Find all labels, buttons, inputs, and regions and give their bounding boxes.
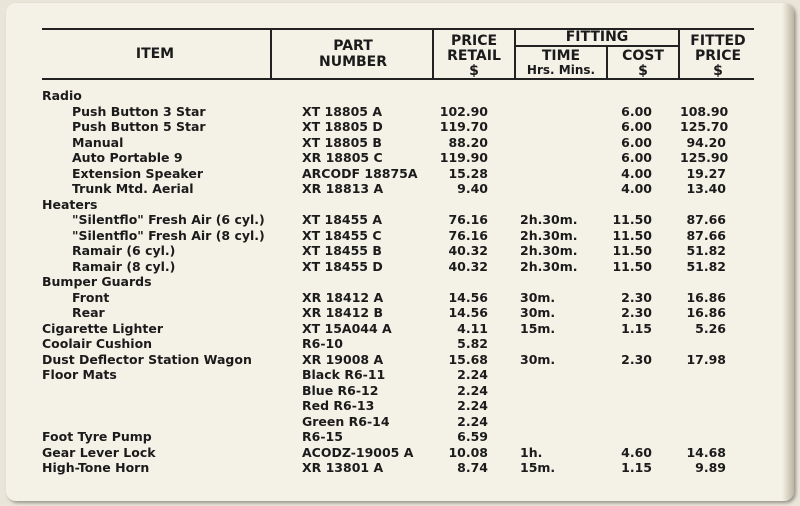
cell-item: Bumper Guards bbox=[42, 274, 152, 289]
cell-item: High-Tone Horn bbox=[42, 460, 150, 475]
cell-cost: 1.15 bbox=[621, 460, 652, 475]
cell-item: Manual bbox=[72, 134, 124, 150]
cell-fitted: 14.68 bbox=[686, 444, 726, 460]
cell-part: R6-15 bbox=[302, 429, 343, 444]
cell-price: 2.24 bbox=[457, 398, 488, 413]
cell-price: 14.56 bbox=[448, 289, 488, 305]
cell-part: Red R6-13 bbox=[302, 398, 375, 413]
table-row bbox=[0, 321, 800, 337]
cell-item: "Silentflo" Fresh Air (8 cyl.) bbox=[72, 227, 265, 243]
cell-part: R6-10 bbox=[302, 336, 343, 351]
cell-part: XT 18455 B bbox=[302, 243, 382, 258]
cell-cost: 6.00 bbox=[621, 134, 652, 150]
cell-fitted: 5.26 bbox=[695, 320, 726, 336]
table-row bbox=[0, 460, 800, 476]
cell-item: Dust Deflector Station Wagon bbox=[42, 351, 252, 367]
cell-cost: 2.30 bbox=[621, 305, 652, 320]
cell-time: 15m. bbox=[520, 460, 556, 475]
cell-time: 30m. bbox=[520, 351, 556, 367]
cell-item: Push Button 5 Star bbox=[72, 119, 206, 134]
table-row bbox=[0, 274, 800, 290]
header-price-line2: RETAIL bbox=[447, 48, 501, 64]
cell-item: "Silentflo" Fresh Air (6 cyl.) bbox=[72, 212, 265, 227]
cell-cost: 4.00 bbox=[621, 165, 652, 181]
cell-price: 8.74 bbox=[457, 460, 488, 475]
cell-fitted: 51.82 bbox=[686, 243, 726, 258]
table-row bbox=[0, 414, 800, 430]
cell-part: XT 18805 A bbox=[302, 103, 383, 119]
table-row bbox=[0, 429, 800, 445]
cell-price: 4.11 bbox=[457, 320, 488, 336]
cell-time: 1h. bbox=[520, 444, 543, 460]
table-row bbox=[0, 336, 800, 352]
header-fitted-unit: $ bbox=[713, 63, 723, 79]
cell-cost: 1.15 bbox=[621, 320, 652, 336]
cell-part: XR 18813 A bbox=[302, 181, 384, 196]
table-row bbox=[0, 383, 800, 399]
cell-fitted: 87.66 bbox=[686, 212, 726, 227]
cell-part: XT 18805 D bbox=[302, 119, 383, 134]
table-row bbox=[0, 197, 800, 213]
cell-fitted: 16.86 bbox=[686, 289, 726, 305]
cell-price: 119.90 bbox=[439, 150, 488, 165]
cell-item: Extension Speaker bbox=[72, 165, 203, 181]
cell-part: XT 15A044 A bbox=[302, 320, 392, 336]
cell-fitted: 17.98 bbox=[686, 351, 726, 367]
cell-price: 2.24 bbox=[457, 382, 488, 398]
cell-price: 2.24 bbox=[457, 413, 488, 429]
cell-part: ARCODF 18875A bbox=[302, 165, 418, 181]
header-price-line1: PRICE bbox=[450, 33, 498, 49]
cell-item: Radio bbox=[42, 88, 82, 103]
cell-cost: 6.00 bbox=[621, 103, 652, 119]
cell-item: Heaters bbox=[42, 196, 98, 212]
cell-fitted: 9.89 bbox=[695, 460, 726, 475]
header-fitting: FITTING bbox=[565, 29, 629, 45]
table-row bbox=[0, 243, 800, 259]
cell-fitted: 94.20 bbox=[686, 134, 726, 150]
table-row bbox=[0, 150, 800, 166]
cell-cost: 2.30 bbox=[621, 351, 652, 367]
cell-price: 5.82 bbox=[457, 336, 488, 351]
cell-part: XR 18412 A bbox=[302, 289, 384, 305]
cell-cost: 4.00 bbox=[621, 181, 652, 196]
cell-cost: 6.00 bbox=[621, 119, 652, 134]
cell-part: Green R6-14 bbox=[302, 413, 390, 429]
cell-cost: 11.50 bbox=[612, 212, 652, 227]
col-divider-1 bbox=[270, 28, 272, 80]
cell-part: XR 18805 C bbox=[302, 150, 383, 165]
cell-part: XR 18412 B bbox=[302, 305, 383, 320]
cell-item: Push Button 3 Star bbox=[72, 103, 206, 119]
cell-part: XT 18455 C bbox=[302, 227, 382, 243]
cell-part: ACODZ-19005 A bbox=[302, 444, 414, 460]
header-fitted-line2: PRICE bbox=[694, 48, 742, 64]
cell-item: Auto Portable 9 bbox=[72, 150, 183, 165]
cell-fitted: 16.86 bbox=[686, 305, 726, 320]
header-part-line2: NUMBER bbox=[318, 54, 388, 70]
cell-time: 2h.30m. bbox=[520, 258, 578, 274]
table-row bbox=[0, 228, 800, 244]
cell-item: Gear Lever Lock bbox=[42, 444, 156, 460]
table-row bbox=[0, 445, 800, 461]
table-row bbox=[0, 398, 800, 414]
header-cost-unit: $ bbox=[638, 63, 648, 79]
cell-price: 76.16 bbox=[448, 227, 488, 243]
cell-item: Floor Mats bbox=[42, 367, 117, 382]
cell-time: 2h.30m. bbox=[520, 243, 578, 258]
cell-time: 2h.30m. bbox=[520, 227, 578, 243]
cell-item: Coolair Cushion bbox=[42, 336, 153, 351]
cell-item: Front bbox=[72, 289, 110, 305]
table-row bbox=[0, 367, 800, 383]
cell-fitted: 51.82 bbox=[686, 258, 726, 274]
cell-price: 88.20 bbox=[448, 134, 488, 150]
cell-part: XR 13801 A bbox=[302, 460, 384, 475]
price-table-body bbox=[0, 88, 800, 476]
cell-item: Ramair (8 cyl.) bbox=[72, 258, 176, 274]
cell-cost: 11.50 bbox=[612, 258, 652, 274]
table-row bbox=[0, 290, 800, 306]
cell-cost: 2.30 bbox=[621, 289, 652, 305]
cell-cost: 11.50 bbox=[612, 227, 652, 243]
cell-part: XR 19008 A bbox=[302, 351, 384, 367]
cell-cost: 6.00 bbox=[621, 150, 652, 165]
cell-price: 6.59 bbox=[457, 429, 488, 444]
cell-time: 30m. bbox=[520, 305, 556, 320]
table-row bbox=[0, 135, 800, 151]
header-time-line2: Hrs. Mins. bbox=[526, 63, 596, 77]
cell-price: 40.32 bbox=[448, 258, 488, 274]
cell-fitted: 125.90 bbox=[680, 150, 729, 165]
cell-cost: 4.60 bbox=[621, 444, 652, 460]
table-row bbox=[0, 305, 800, 321]
cell-fitted: 87.66 bbox=[686, 227, 726, 243]
header-price-unit: $ bbox=[469, 63, 479, 79]
cell-time: 2h.30m. bbox=[520, 212, 578, 227]
cell-fitted: 125.70 bbox=[680, 119, 729, 134]
fitting-rule bbox=[514, 45, 678, 47]
cell-price: 9.40 bbox=[457, 181, 488, 196]
cell-price: 14.56 bbox=[448, 305, 488, 320]
cell-item: Foot Tyre Pump bbox=[42, 429, 152, 444]
cell-price: 76.16 bbox=[448, 212, 488, 227]
cell-price: 2.24 bbox=[457, 367, 488, 382]
table-row bbox=[0, 104, 800, 120]
cell-fitted: 19.27 bbox=[686, 165, 726, 181]
cell-fitted: 13.40 bbox=[686, 181, 726, 196]
cell-part: Blue R6-12 bbox=[302, 382, 379, 398]
cell-price: 15.68 bbox=[448, 351, 488, 367]
header-cost-line1: COST bbox=[622, 48, 664, 64]
table-row bbox=[0, 352, 800, 368]
table-row bbox=[0, 119, 800, 135]
cell-part: XT 18455 D bbox=[302, 258, 383, 274]
cell-price: 119.70 bbox=[439, 119, 488, 134]
table-row bbox=[0, 88, 800, 104]
header-fitted-line1: FITTED bbox=[690, 33, 746, 49]
header-part-line1: PART bbox=[333, 38, 373, 54]
cell-item: Ramair (6 cyl.) bbox=[72, 243, 176, 258]
header-item: ITEM bbox=[135, 46, 175, 62]
header-time-line1: TIME bbox=[541, 48, 581, 64]
table-row bbox=[0, 181, 800, 197]
table-row bbox=[0, 166, 800, 182]
cell-part: XT 18805 B bbox=[302, 134, 382, 150]
cell-part: Black R6-11 bbox=[302, 367, 386, 382]
cell-price: 10.08 bbox=[448, 444, 488, 460]
table-row bbox=[0, 212, 800, 228]
table-row bbox=[0, 259, 800, 275]
cell-part: XT 18455 A bbox=[302, 212, 383, 227]
cell-fitted: 108.90 bbox=[680, 103, 729, 119]
cell-price: 40.32 bbox=[448, 243, 488, 258]
cell-time: 30m. bbox=[520, 289, 556, 305]
cell-time: 15m. bbox=[520, 320, 556, 336]
cell-item: Rear bbox=[72, 305, 105, 320]
cell-item: Trunk Mtd. Aerial bbox=[72, 181, 194, 196]
cell-cost: 11.50 bbox=[612, 243, 652, 258]
cell-price: 102.90 bbox=[439, 103, 488, 119]
cell-item: Cigarette Lighter bbox=[42, 320, 163, 336]
cell-price: 15.28 bbox=[448, 165, 488, 181]
